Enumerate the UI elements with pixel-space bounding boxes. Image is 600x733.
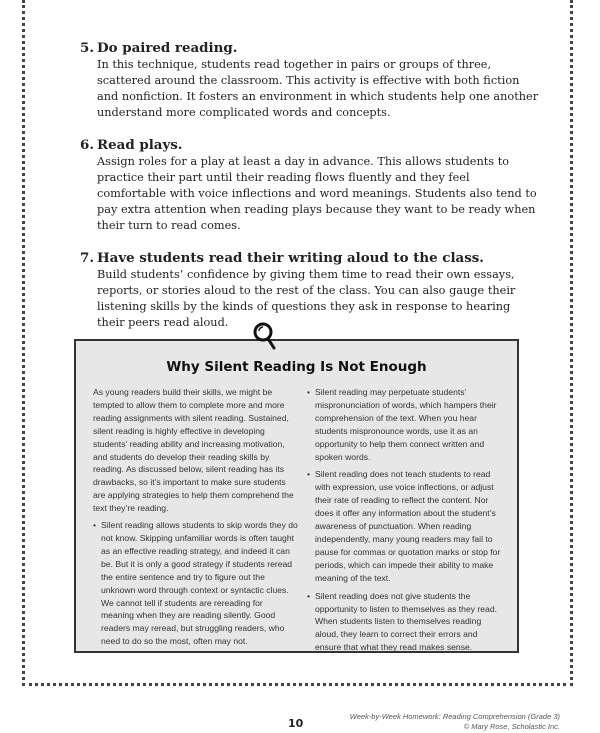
tip-title: Read plays. <box>97 137 183 153</box>
tip-number: 7. <box>80 250 94 266</box>
sidebar-left-column <box>93 386 298 653</box>
sidebar-box <box>74 339 519 653</box>
tip-number: 5. <box>80 40 94 56</box>
sidebar-title: Why Silent Reading Is Not Enough <box>166 359 427 375</box>
footer-copyright: © Mary Rose, Scholastic Inc. <box>463 721 560 731</box>
sidebar-intro: As young readers build their skills, we might be tempted to allow them to complete more and more reading assignments with silent reading. Sustained, silent reading is highly effective in developing students’ reading ability and increasing motivation, and students do develop their reading skills by reading. As discussed below, silent reading has its drawbacks, so it’s important to make sure students are applying strategies to help them comprehend the text they’re reading. <box>93 387 294 514</box>
tip-item <box>80 137 540 234</box>
magnifying-glass-icon <box>253 322 277 350</box>
tip-title: Have students read their writing aloud to the class. <box>97 250 484 266</box>
footer-book-title: Week-by-Week Homework: Reading Comprehension (Grade 3) <box>349 712 560 721</box>
tip-text: In this technique, students read together in pairs or groups of three, scattered around the classroom. This activity is effective with both fiction and nonfiction. It fosters an environment in which students help one another understand more complicated words and concepts. <box>97 58 539 119</box>
tip-text: Assign roles for a play at least a day in advance. This allows students to practice their part until their reading flows fluently and they feel comfortable with voice inflections and word meanings. Students also tend to pay extra attention when reading plays because they want to be ready when their turn to read comes. <box>97 155 537 232</box>
bullet-item: • Silent reading allows students to skip words they do not know. Skipping unfamiliar words is often taught as an effective reading strategy, and indeed it can be. But it is only a good strategy if students reread the entire sentence and try to figure out the unknown word through context or syntactic clues. We cannot tell if students are rereading for meaning when they are reading silently. Good readers may reread, but struggling readers, who need to do so the most, often may not. <box>93 519 298 648</box>
bullet-item: • Silent reading does not teach students to read with expression, use voice inflections, or adjust their rate of reading to reflect the content. Nor does it offer any information about the student’s awareness of punctuation. When reading independently, many young readers may fail to pause for commas or quotation marks or stop for periods, which can impede their ability to make meaning of the text. <box>307 468 504 584</box>
page-number: 10 <box>288 717 304 730</box>
tip-title: Do paired reading. <box>97 40 238 56</box>
sidebar-bullets-right <box>307 386 504 654</box>
tip-text: Build students’ confidence by giving them time to read their own essays, reports, or stories aloud to the rest of the class. You can also gauge their listening skills by the kinds of questions they ask in response to hearing their peers read aloud. <box>97 268 516 329</box>
bullet-item: • Silent reading may perpetuate students’ mispronunciation of words, which hampers their comprehension of the text. When you hear students mispronounce words, use it as an opportunity to help them connect written and spoken words. <box>307 386 504 463</box>
sidebar-right-column <box>307 386 504 659</box>
bullet-item: • Silent reading does not give students the opportunity to listen to themselves as they read. When students listen to themselves reading aloud, they learn to correct their errors and ensure that what they read makes sense. <box>307 590 504 655</box>
tips-list <box>80 40 540 347</box>
sidebar-bullets-left <box>93 519 298 648</box>
footer-credit <box>350 712 560 731</box>
tip-number: 6. <box>80 137 94 153</box>
tip-item <box>80 40 540 121</box>
tip-item <box>80 250 540 331</box>
